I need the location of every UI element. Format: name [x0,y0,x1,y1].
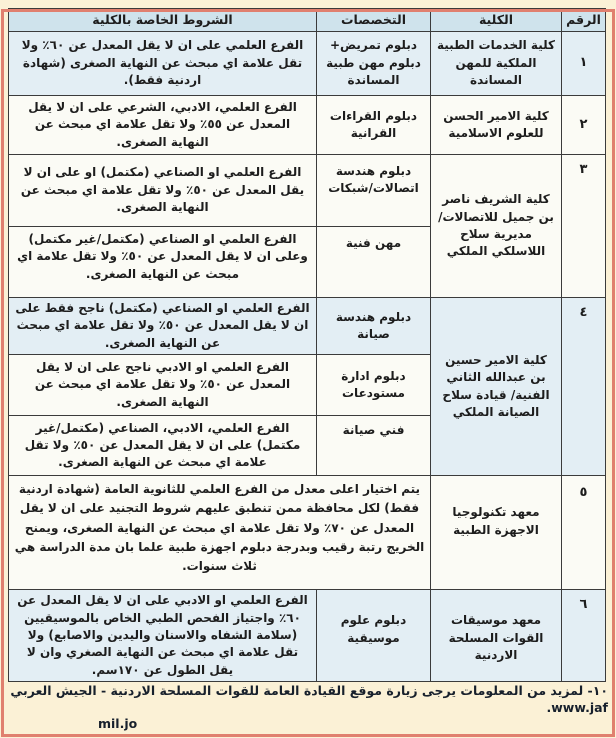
cell-major: دبلوم علوم موسيقية [317,590,431,682]
cell-conditions: الفرع العلمي، الادبي، الشرعي على ان لا يقل المعدل عن ٥٥٪ ولا تقل علامة اي مبحث عن النهاية الصغرى. [9,96,317,155]
cell-college: كلية الامير الحسن للعلوم الاسلامية [431,96,562,155]
cell-conditions: الفرع العلمي او الادبي ناجح على ان لا يقل المعدل عن ٥٠٪ ولا تقل علامة اي مبحث عن النهاية الصغرى. [9,355,317,416]
table-row [9,590,606,682]
cell-conditions: الفرع العلمي، الادبي، الصناعي (مكتمل/غير مكتمل) على ان لا يقل المعدل عن ٥٠٪ ولا تقل علامة اي مبحث عن النهاية الصغرى. [9,416,317,476]
cell-number: ٦ [562,590,606,682]
footer-note-line2: mil.jo [98,715,138,731]
cell-college: معهد موسيقات القوات المسلحة الاردنية [431,590,562,682]
cell-number: ٢ [562,96,606,155]
cell-major: دبلوم هندسة اتصالات/شبكات [317,155,431,227]
cell-conditions: الفرع العلمي على ان لا يقل المعدل عن ٦٠٪ ولا تقل علامة اي مبحث عن النهاية الصغرى (شهادة اردنية فقط). [9,32,317,96]
cell-major: فني صيانة [317,416,431,476]
header-row [9,9,606,32]
cell-college: كلية الامير حسين بن عبدالله الثاني الفنية/ قيادة سلاح الصيانة الملكي [431,298,562,476]
column-header-college: الكلية [431,9,562,32]
cell-college: كلية الشريف ناصر بن جميل للاتصالات/ مديرية سلاح اللاسلكي الملكي [431,155,562,298]
cell-conditions: الفرع العلمي او الادبي على ان لا يقل المعدل عن ٦٠٪ واجتياز الفحص الطبي الخاص بالموسيقيين (سلامة الشفاه والاسنان واليدين والاصابع) ولا تقل علامة اي مبحث عن النهاية الصغري وان لا يقل الطول عن ١٧٠سم. [9,590,317,682]
cell-conditions-merged: يتم اختيار اعلى معدل من الفرع العلمي للثانوية العامة (شهادة اردنية فقط) لكل محافظة ممن تنطبق عليهم شروط التجنيد على ان لا يقل المعدل عن ٧٠٪ ولا تقل علامة اي مبحث عن النهاية الصغرى، ويمنح الخريج رتبة رقيب وبدرجة دبلوم اجهزة طبية علما بان مدة الدراسة هي ثلاث سنوات. [9,476,431,590]
cell-major: مهن فنية [317,227,431,298]
table-row [9,96,606,155]
column-header-conditions: الشروط الخاصة بالكلية [9,9,317,32]
cell-college: كلية الخدمات الطبية الملكية للمهن المساندة [431,32,562,96]
cell-major: دبلوم تمريض+ دبلوم مهن طبية المساندة [317,32,431,96]
table-row [9,476,606,590]
cell-college: معهد تكنولوجيا الاجهزة الطبية [431,476,562,590]
cell-conditions: الفرع العلمي او الصناعي (مكتمل) او على ان لا يقل المعدل عن ٥٠٪ ولا تقل علامة اي مبحث عن النهاية الصغرى. [9,155,317,227]
footer-note [10,683,608,732]
cell-number: ٥ [562,476,606,590]
document-table [8,8,606,682]
cell-number: ١ [562,32,606,96]
table-row [9,32,606,96]
cell-major: دبلوم هندسة صيانة [317,298,431,355]
cell-number: ٤ [562,298,606,476]
cell-conditions: الفرع العلمي او الصناعي (مكتمل/غير مكتمل) وعلى ان لا يقل المعدل عن ٥٠٪ ولا تقل علامة اي مبحث عن النهاية الصغرى. [9,227,317,298]
table-row [9,298,606,355]
footer-note-line1: ١٠- لمزيد من المعلومات يرجى زيارة موقع القيادة العامة للقوات المسلحة الاردنية - الجيش العربي www.jaf. [10,683,608,715]
cell-number: ٣ [562,155,606,298]
cell-major: دبلوم ادارة مستودعات [317,355,431,416]
column-header-number: الرقم [562,9,606,32]
table-row [9,155,606,227]
column-header-majors: التخصصات [317,9,431,32]
cell-major: دبلوم القراءات القرانية [317,96,431,155]
cell-conditions: الفرع العلمي او الصناعي (مكتمل) ناجح فقط على ان لا يقل المعدل عن ٥٠٪ ولا تقل علامة اي مبحث عن النهاية الصغرى. [9,298,317,355]
